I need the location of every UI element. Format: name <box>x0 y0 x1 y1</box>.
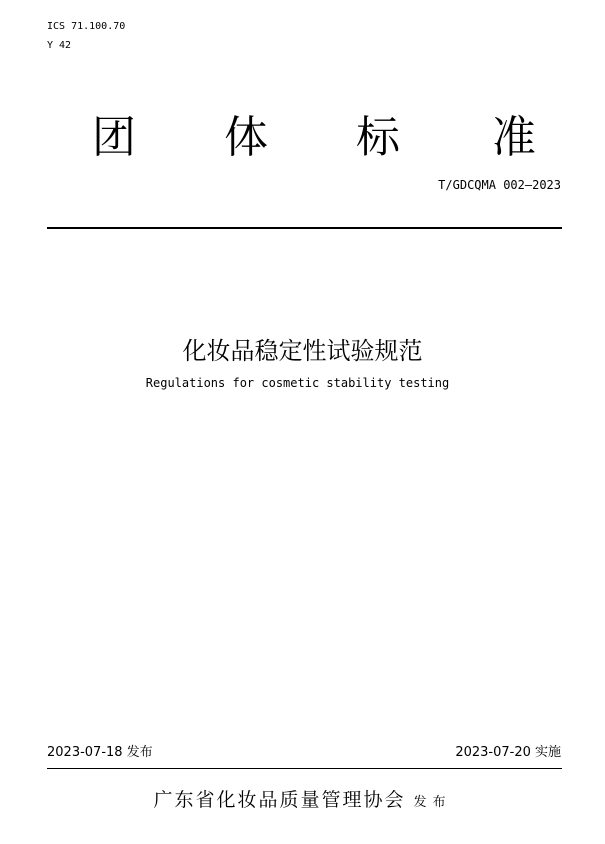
document-title-chinese: 化妆品稳定性试验规范 <box>182 337 423 365</box>
standard-type-char-1: 团 <box>92 112 136 163</box>
standard-type-char-4: 准 <box>492 112 536 163</box>
document-title-english: Regulations for cosmetic stability testing <box>145 376 450 390</box>
classification-code: Y 42 <box>47 40 72 51</box>
issuer-name: 广东省化妆品质量管理协会 <box>153 789 406 811</box>
standard-type-char-2: 体 <box>224 112 268 163</box>
bottom-divider <box>47 768 562 769</box>
issue-word: 发布 <box>413 795 452 810</box>
standard-type-char-3: 标 <box>356 112 400 163</box>
issuer-line <box>0 785 605 812</box>
publish-date: 2023-07-18 发布 <box>47 745 153 760</box>
standard-number: T/GDCQMA 002—2023 <box>438 178 561 192</box>
implement-date: 2023-07-20 实施 <box>455 745 561 760</box>
ics-code: ICS 71.100.70 <box>47 21 126 32</box>
top-divider <box>47 227 562 229</box>
